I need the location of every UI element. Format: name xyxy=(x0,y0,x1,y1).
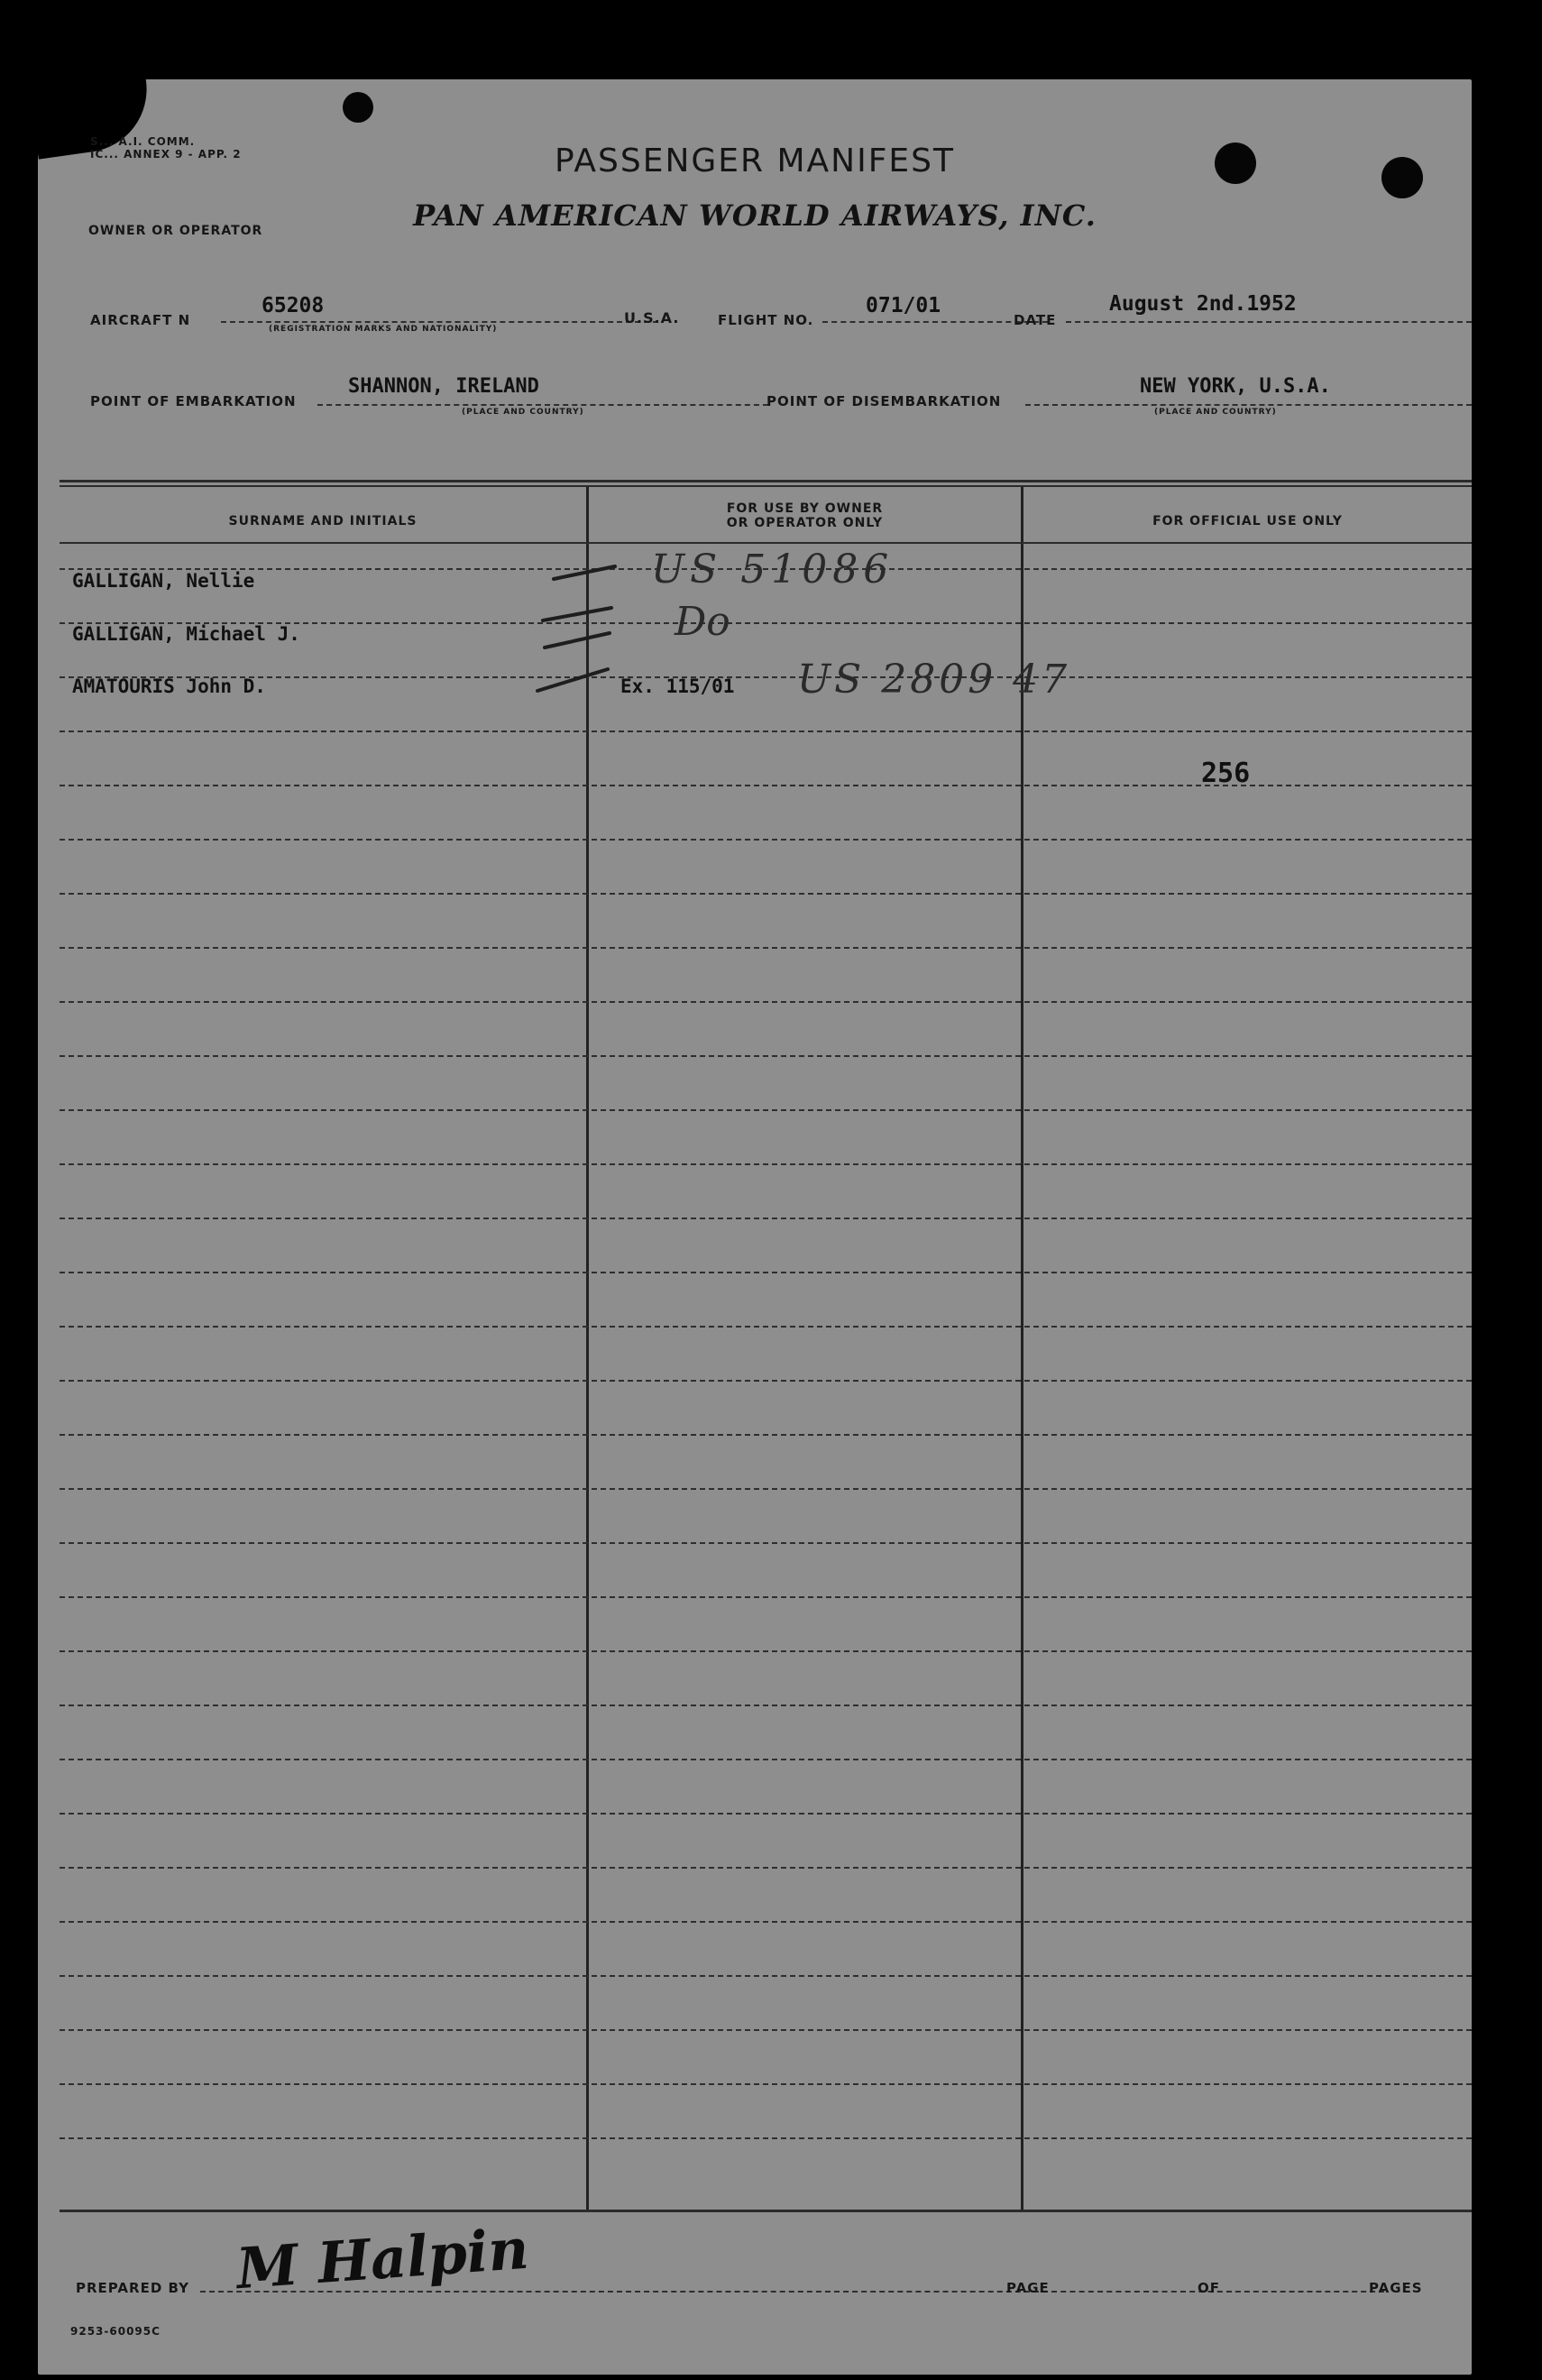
embarkation-label: POINT OF EMBARKATION xyxy=(90,393,297,409)
handwritten-ditto-2: Do xyxy=(675,599,730,645)
official-number: 256 xyxy=(1201,758,1251,789)
row-rule xyxy=(60,1434,1472,1436)
column-header-surname: SURNAME AND INITIALS xyxy=(228,514,418,528)
row-rule xyxy=(60,2083,1472,2085)
page-title: PASSENGER MANIFEST xyxy=(554,142,956,179)
row-rule xyxy=(60,839,1472,841)
disembarkation-value: NEW YORK, U.S.A. xyxy=(1140,375,1331,398)
handwritten-number-3: US 2809 47 xyxy=(797,657,1071,703)
date-line xyxy=(1066,321,1472,323)
aircraft-label: AIRCRAFT N xyxy=(90,312,191,328)
column-header-official: FOR OFFICIAL USE ONLY xyxy=(1152,514,1343,528)
row-rule xyxy=(60,1218,1472,1219)
row-rule xyxy=(60,947,1472,949)
form-ref-line1: S... A.I. COMM. xyxy=(90,135,196,148)
aircraft-caption: (REGISTRATION MARKS AND NATIONALITY) xyxy=(269,325,498,334)
row-rule xyxy=(60,1867,1472,1869)
row-rule xyxy=(60,1813,1472,1815)
passenger-name-1: GALLIGAN, Nellie xyxy=(72,570,255,592)
passenger-name-2: GALLIGAN, Michael J. xyxy=(72,623,300,645)
embarkation-value: SHANNON, IRELAND xyxy=(348,375,539,398)
row-rule xyxy=(60,1921,1472,1923)
date-value: August 2nd.1952 xyxy=(1109,292,1297,316)
row-rule xyxy=(60,1326,1472,1328)
row-rule xyxy=(60,1109,1472,1111)
column-header-owner-2: OR OPERATOR ONLY xyxy=(726,516,884,530)
embarkation-caption: (PLACE AND COUNTRY) xyxy=(462,408,584,417)
column-header-owner-1: FOR USE BY OWNER xyxy=(726,501,884,516)
disembarkation-caption: (PLACE AND COUNTRY) xyxy=(1154,408,1277,417)
passenger-note-3: Ex. 115/01 xyxy=(620,675,735,697)
column-divider-1 xyxy=(586,487,589,2210)
row-rule xyxy=(60,2029,1472,2031)
aircraft-suffix: U.S.A. xyxy=(624,309,680,326)
form-ref-line2: IC... ANNEX 9 - APP. 2 xyxy=(90,148,242,161)
flight-value: 071/01 xyxy=(866,294,941,317)
page-count-line xyxy=(1226,2291,1384,2293)
footer-rule xyxy=(60,2210,1472,2212)
flight-label: FLIGHT NO. xyxy=(718,312,814,328)
check-marks xyxy=(525,557,624,720)
handwritten-number-1: US 51086 xyxy=(651,547,895,593)
signature: M Halpin xyxy=(234,2215,531,2302)
row-rule xyxy=(60,1542,1472,1544)
prepared-by-label: PREPARED BY xyxy=(76,2280,189,2296)
header-rule-top-2 xyxy=(60,485,1472,487)
owner-label: OWNER OR OPERATOR xyxy=(88,224,263,238)
disembarkation-line xyxy=(1025,404,1472,406)
passenger-name-3: AMATOURIS John D. xyxy=(72,675,266,697)
airline-name: PAN AMERICAN WORLD AIRWAYS, INC. xyxy=(413,198,1097,233)
row-rule xyxy=(60,1001,1472,1003)
row-rule xyxy=(60,1380,1472,1382)
aircraft-line xyxy=(221,321,658,323)
row-rule xyxy=(60,2137,1472,2139)
disembarkation-label: POINT OF DISEMBARKATION xyxy=(766,393,1002,409)
row-rule xyxy=(60,1705,1472,1706)
of-label: OF xyxy=(1198,2280,1220,2296)
row-rule xyxy=(60,785,1472,786)
header-rule-top xyxy=(60,480,1472,482)
row-rule xyxy=(60,1650,1472,1652)
row-rule xyxy=(60,731,1472,732)
embarkation-line xyxy=(317,404,768,406)
date-label: DATE xyxy=(1014,312,1057,328)
column-divider-2 xyxy=(1021,487,1023,2210)
row-rule xyxy=(60,1055,1472,1057)
aircraft-value: 65208 xyxy=(262,294,325,317)
pages-label: PAGES xyxy=(1369,2280,1423,2296)
punch-hole xyxy=(343,92,373,123)
page-label: PAGE xyxy=(1006,2280,1050,2296)
row-rule xyxy=(60,1975,1472,1977)
row-rule xyxy=(60,1272,1472,1273)
row-rule xyxy=(60,1163,1472,1165)
row-rule xyxy=(60,893,1472,895)
manifest-sheet xyxy=(38,79,1472,2375)
print-code: 9253-60095C xyxy=(70,2325,161,2338)
row-rule xyxy=(60,676,1472,678)
row-rule xyxy=(60,1759,1472,1760)
row-rule xyxy=(60,1596,1472,1598)
row-rule xyxy=(60,542,1472,544)
row-rule xyxy=(60,1488,1472,1490)
